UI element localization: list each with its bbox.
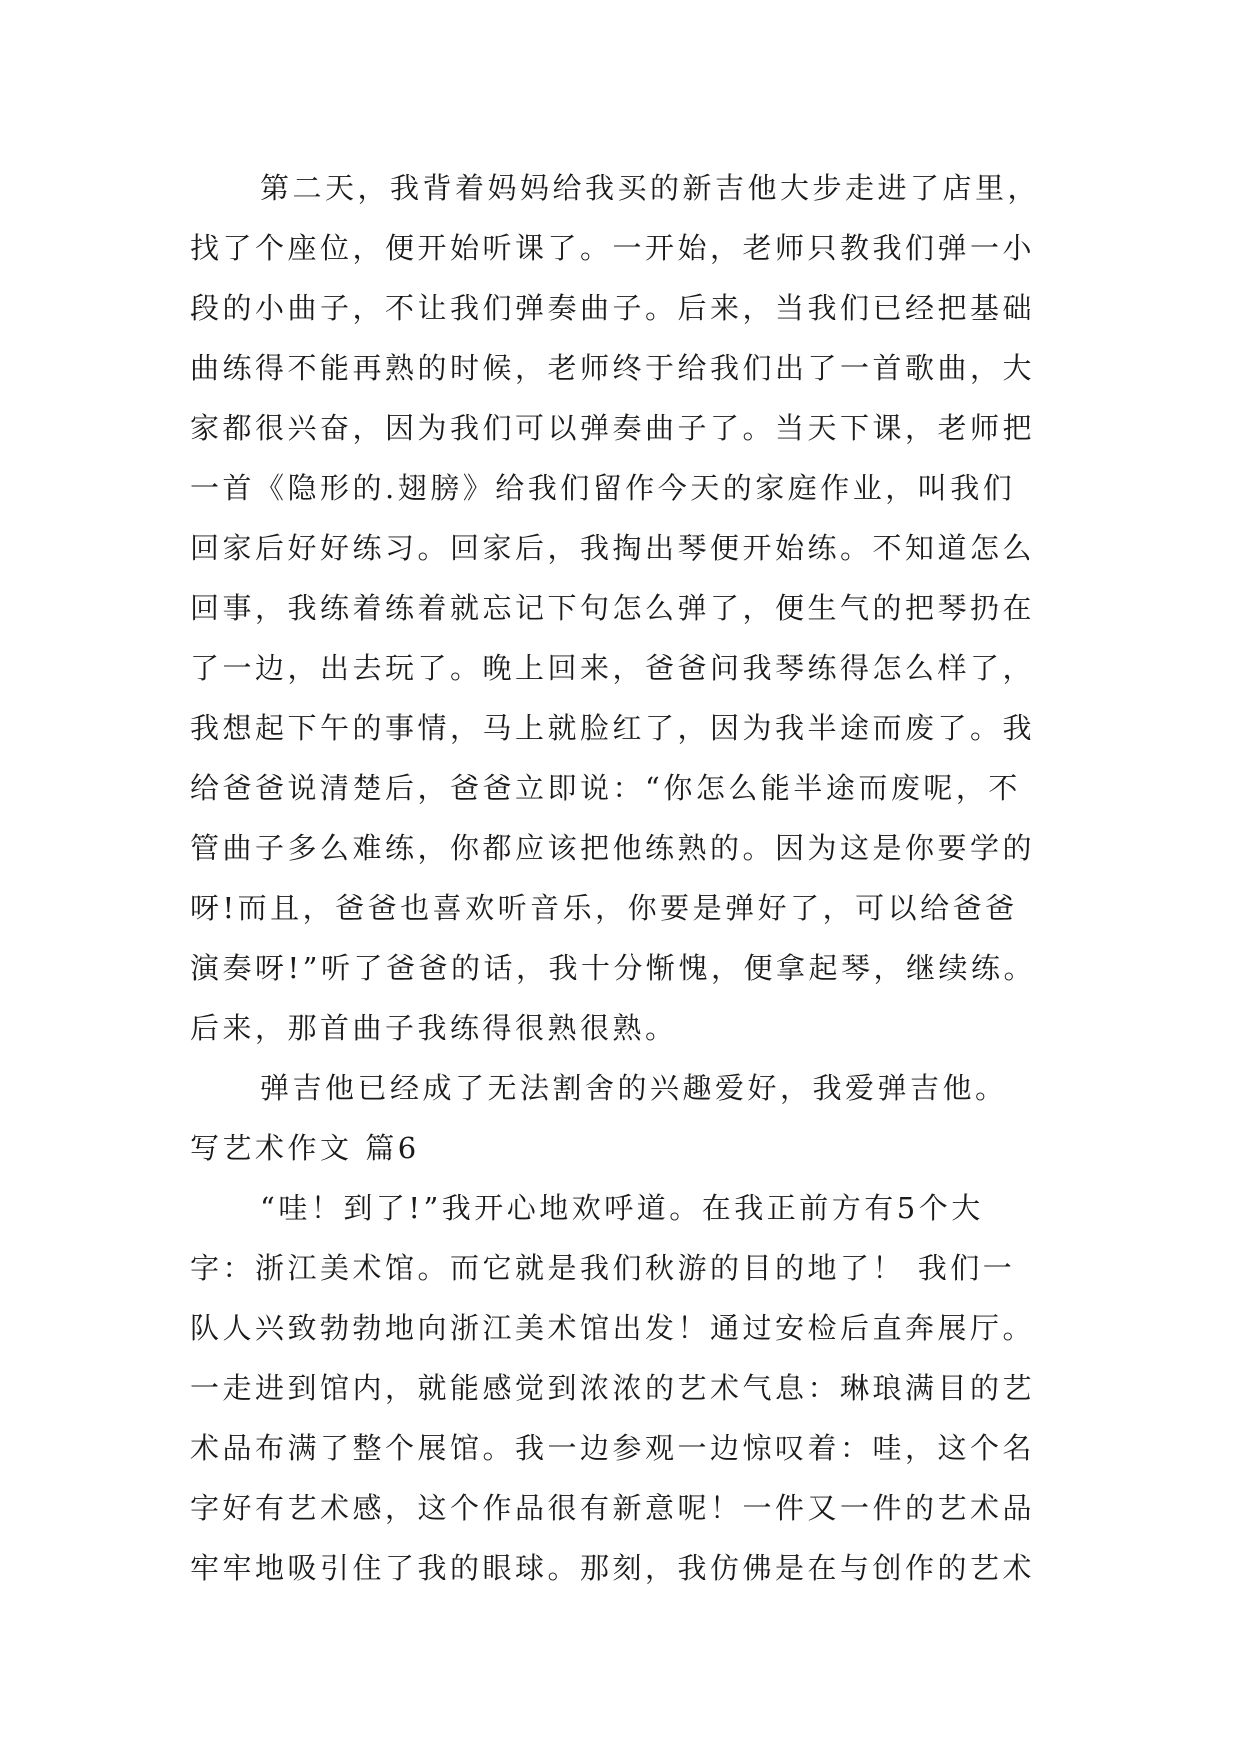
paragraph-line: 回家后好好练习。回家后，我掏出琴便开始练。不知道怎么 (190, 531, 1036, 565)
paragraph-line: 第二天，我背着妈妈给我买的新吉他大步走进了店里， (260, 171, 1041, 205)
paragraph-line: 后来，那首曲子我练得很熟很熟。 (190, 1011, 678, 1045)
paragraph-line: 我想起下午的事情，马上就脸红了，因为我半途而废了。我 (190, 711, 1036, 745)
paragraph-line: 家都很兴奋，因为我们可以弹奏曲子了。当天下课，老师把 (190, 411, 1036, 445)
paragraph-line: 一走进到馆内，就能感觉到浓浓的艺术气息：琳琅满目的艺 (190, 1371, 1036, 1405)
section-heading: 写艺术作文 篇6 (190, 1131, 420, 1165)
paragraph-line: 术品布满了整个展馆。我一边参观一边惊叹着：哇，这个名 (190, 1431, 1036, 1465)
paragraph-line: 回事，我练着练着就忘记下句怎么弹了，便生气的把琴扔在 (190, 591, 1036, 625)
paragraph-line: 牢牢地吸引住了我的眼球。那刻，我仿佛是在与创作的艺术 (190, 1551, 1036, 1585)
paragraph-line: 管曲子多么难练，你都应该把他练熟的。因为这是你要学的 (190, 831, 1036, 865)
paragraph-line: 字：浙江美术馆。而它就是我们秋游的目的地了！ 我们一 (190, 1251, 1016, 1285)
paragraph-line: 一首《隐形的.翅膀》给我们留作今天的家庭作业，叫我们 (190, 471, 1016, 505)
paragraph-line: 演奏呀!”听了爸爸的话，我十分惭愧，便拿起琴，继续练。 (190, 951, 1036, 985)
paragraph-line: 找了个座位，便开始听课了。一开始，老师只教我们弹一小 (190, 231, 1036, 265)
paragraph-line: 弹吉他已经成了无法割舍的兴趣爱好，我爱弹吉他。 (260, 1071, 1008, 1105)
document-body (190, 158, 1070, 1598)
paragraph-line: 队人兴致勃勃地向浙江美术馆出发！通过安检后直奔展厅。 (190, 1311, 1036, 1345)
paragraph-line: 曲练得不能再熟的时候，老师终于给我们出了一首歌曲，大 (190, 351, 1036, 385)
paragraph-line: 给爸爸说清楚后，爸爸立即说：“你怎么能半途而废呢，不 (190, 771, 1021, 805)
paragraph-line: 呀!而且，爸爸也喜欢听音乐，你要是弹好了，可以给爸爸 (190, 891, 1018, 925)
paragraph-line: 段的小曲子，不让我们弹奏曲子。后来，当我们已经把基础 (190, 291, 1036, 325)
paragraph-line: 字好有艺术感，这个作品很有新意呢！一件又一件的艺术品 (190, 1491, 1036, 1525)
paragraph-line: “哇！到了!”我开心地欢呼道。在我正前方有5个大 (260, 1191, 984, 1225)
paragraph-line: 了一边，出去玩了。晚上回来，爸爸问我琴练得怎么样了， (190, 651, 1036, 685)
